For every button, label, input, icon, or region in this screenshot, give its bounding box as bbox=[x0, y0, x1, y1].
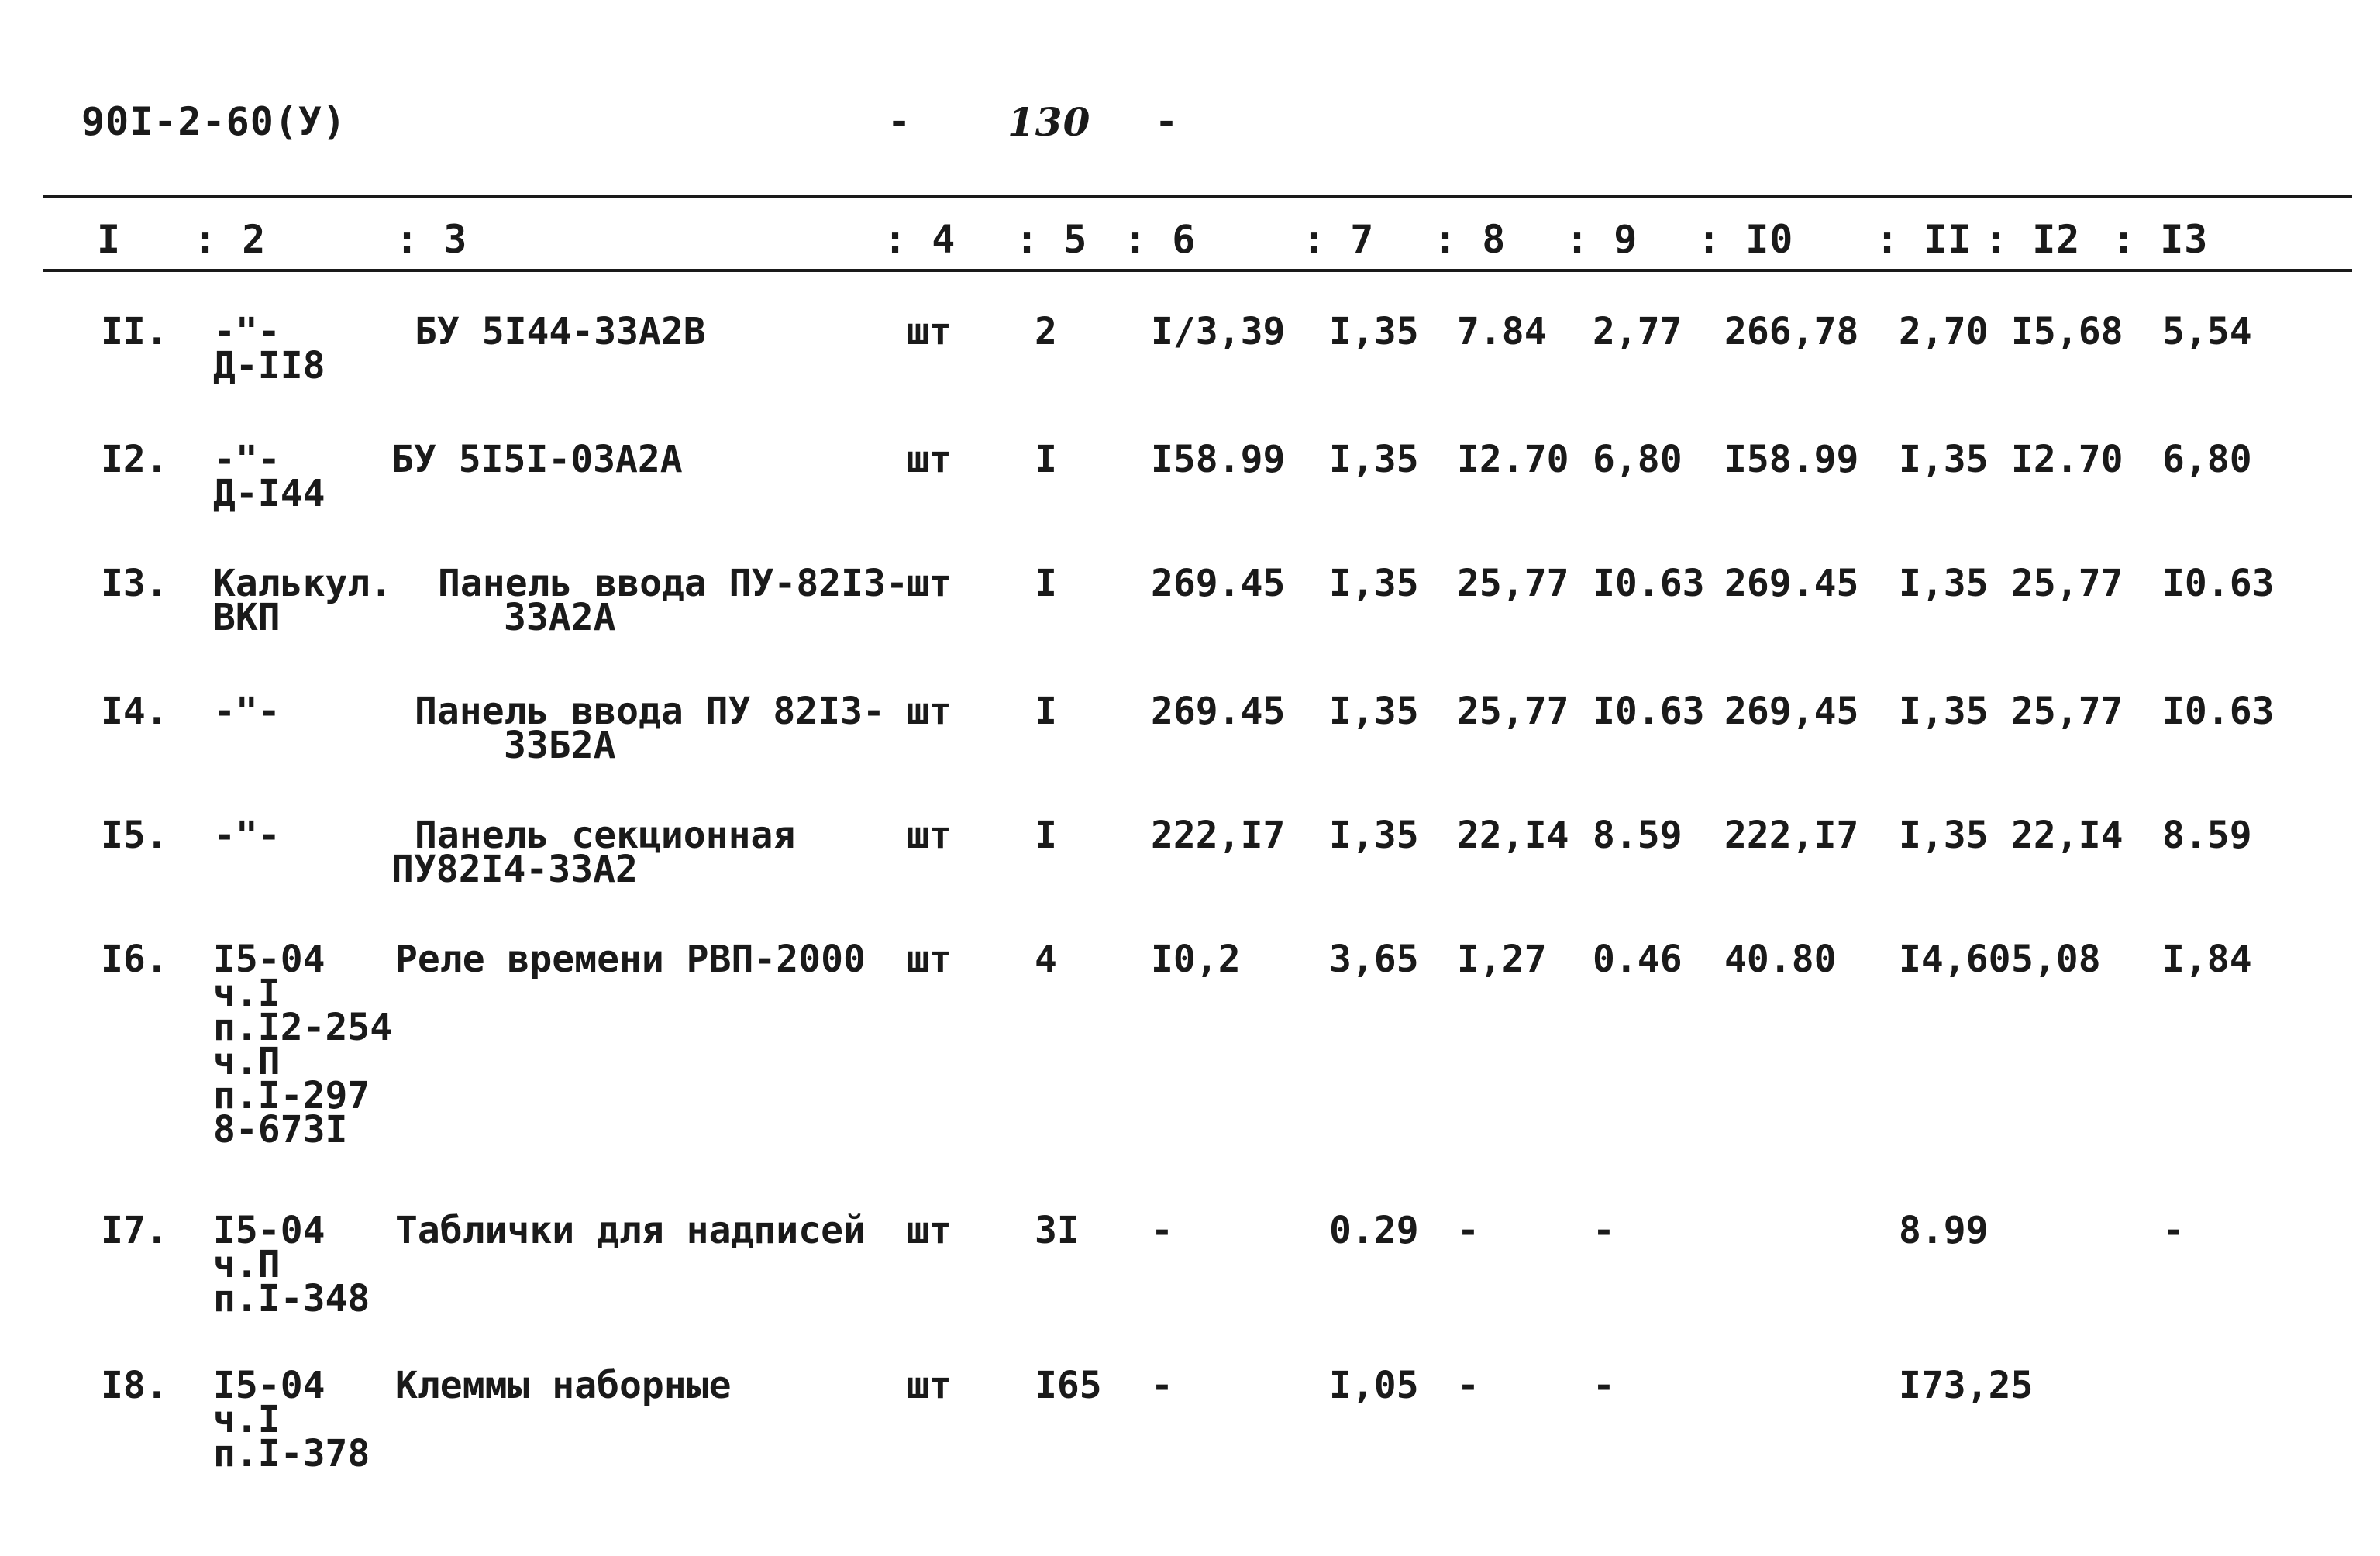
row-number: I6. bbox=[101, 938, 168, 981]
column-header-12: : I2 bbox=[1984, 217, 2081, 262]
row-value-c6: - bbox=[1151, 1209, 1173, 1252]
row-name-line: Реле времени РВП-2000 bbox=[395, 938, 866, 981]
page-dash-right: - bbox=[1155, 99, 1180, 144]
row-code-line: -"- bbox=[213, 310, 281, 353]
row-number: I3. bbox=[101, 562, 168, 605]
row-value-c9: 6,80 bbox=[1593, 438, 1683, 481]
row-value-c9: 2,77 bbox=[1593, 310, 1683, 353]
row-value-c13: 5,54 bbox=[2162, 310, 2252, 353]
column-header-6: : 6 bbox=[1124, 217, 1197, 262]
row-value-c7: 3,65 bbox=[1329, 938, 1419, 981]
row-code-line: ч.П bbox=[213, 1243, 281, 1286]
row-code-line: ч.I bbox=[213, 972, 281, 1015]
row-name-line: БУ 5I5I-03А2А bbox=[391, 438, 683, 481]
row-value-c7: I,35 bbox=[1329, 690, 1419, 733]
row-name-line: 33Б2А bbox=[504, 724, 616, 767]
row-number: I5. bbox=[101, 814, 168, 857]
row-value-c7: I,35 bbox=[1329, 814, 1419, 857]
row-value-c10: I58.99 bbox=[1724, 438, 1859, 481]
row-unit: шт bbox=[907, 438, 952, 481]
row-quantity: 4 bbox=[1035, 938, 1057, 981]
column-header-5: : 5 bbox=[1015, 217, 1088, 262]
row-unit: шт bbox=[907, 814, 952, 857]
row-code-line: Д-I44 bbox=[213, 472, 325, 515]
row-code-line: п.I-348 bbox=[213, 1277, 370, 1320]
row-code-line: ч.I bbox=[213, 1398, 281, 1441]
row-value-c13: I0.63 bbox=[2162, 562, 2275, 605]
row-value-c13: 8.59 bbox=[2162, 814, 2252, 857]
row-name-line: Таблички для надписей bbox=[395, 1209, 866, 1252]
row-value-c11: 2,70 bbox=[1899, 310, 1989, 353]
row-value-c10: 266,78 bbox=[1724, 310, 1859, 353]
row-value-c7: 0.29 bbox=[1329, 1209, 1419, 1252]
row-name-line: Панель ввода ПУ 82I3- bbox=[415, 690, 885, 733]
row-value-c8: I2.70 bbox=[1457, 438, 1569, 481]
column-header-9: : 9 bbox=[1565, 217, 1638, 262]
row-code-line: 8-673I bbox=[213, 1108, 348, 1152]
row-value-c9: - bbox=[1593, 1364, 1615, 1407]
row-value-c10: 222,I7 bbox=[1724, 814, 1859, 857]
row-value-c10: 40.80 bbox=[1724, 938, 1837, 981]
row-code-line: I5-04 bbox=[213, 938, 325, 981]
column-header-8: : 8 bbox=[1434, 217, 1507, 262]
row-quantity: I bbox=[1035, 562, 1057, 605]
row-number: II. bbox=[101, 310, 168, 353]
row-quantity: I65 bbox=[1035, 1364, 1102, 1407]
row-value-c11: I,35 bbox=[1899, 814, 1989, 857]
row-value-c8: - bbox=[1457, 1209, 1479, 1252]
row-value-c12: I2.70 bbox=[2011, 438, 2123, 481]
row-unit: шт bbox=[907, 1364, 952, 1407]
column-header-2: : 2 bbox=[194, 217, 267, 262]
row-code-line: ВКП bbox=[213, 596, 281, 639]
row-value-c13: - bbox=[2162, 1209, 2185, 1252]
row-quantity: 3I bbox=[1035, 1209, 1080, 1252]
row-value-c8: - bbox=[1457, 1364, 1479, 1407]
row-code-line: п.I-378 bbox=[213, 1432, 370, 1475]
row-value-c12: 25,77 bbox=[2011, 690, 2123, 733]
table-header-bottom-rule bbox=[43, 269, 2352, 272]
row-quantity: I bbox=[1035, 690, 1057, 733]
row-code-line: I5-04 bbox=[213, 1364, 325, 1407]
row-code-line: -"- bbox=[213, 438, 281, 481]
column-header-11: : II bbox=[1875, 217, 1972, 262]
row-unit: шт bbox=[907, 938, 952, 981]
row-value-c8: I,27 bbox=[1457, 938, 1547, 981]
row-value-c11: I,35 bbox=[1899, 690, 1989, 733]
row-value-c9: I0.63 bbox=[1593, 690, 1705, 733]
row-value-c12: 5,08 bbox=[2011, 938, 2101, 981]
row-value-c8: 7.84 bbox=[1457, 310, 1547, 353]
row-unit: шт bbox=[907, 310, 952, 353]
row-code-line: п.I2-254 bbox=[213, 1006, 393, 1049]
row-name-line: Панель ввода ПУ-82I3- bbox=[438, 562, 908, 605]
column-header-4: : 4 bbox=[883, 217, 956, 262]
row-value-c11: I73,25 bbox=[1899, 1364, 2034, 1407]
row-value-c12: 22,I4 bbox=[2011, 814, 2123, 857]
row-value-c7: I,05 bbox=[1329, 1364, 1419, 1407]
row-value-c7: I,35 bbox=[1329, 562, 1419, 605]
row-unit: шт bbox=[907, 690, 952, 733]
row-code-line: Д-II8 bbox=[213, 344, 325, 387]
row-value-c6: 269.45 bbox=[1151, 562, 1286, 605]
row-value-c13: I0.63 bbox=[2162, 690, 2275, 733]
column-header-7: : 7 bbox=[1302, 217, 1375, 262]
row-value-c13: 6,80 bbox=[2162, 438, 2252, 481]
page-dash-left: - bbox=[887, 99, 912, 144]
column-header-1: I bbox=[97, 217, 122, 262]
document-code: 90I-2-60(У) bbox=[81, 99, 347, 144]
row-value-c12: 25,77 bbox=[2011, 562, 2123, 605]
row-value-c11: I4,60 bbox=[1899, 938, 2011, 981]
row-unit: шт bbox=[907, 562, 952, 605]
row-code-line: п.I-297 bbox=[213, 1074, 370, 1117]
row-value-c8: 22,I4 bbox=[1457, 814, 1569, 857]
row-number: I7. bbox=[101, 1209, 168, 1252]
row-code-line: Калькул. bbox=[213, 562, 393, 605]
row-code-line: -"- bbox=[213, 690, 281, 733]
row-number: I4. bbox=[101, 690, 168, 733]
column-header-13: : I3 bbox=[2112, 217, 2209, 262]
row-name-line: Клеммы наборные bbox=[395, 1364, 732, 1407]
row-value-c7: I,35 bbox=[1329, 438, 1419, 481]
row-code-line: -"- bbox=[213, 814, 281, 857]
row-quantity: I bbox=[1035, 814, 1057, 857]
row-value-c9: I0.63 bbox=[1593, 562, 1705, 605]
row-name-line: 33А2А bbox=[504, 596, 616, 639]
row-quantity: I bbox=[1035, 438, 1057, 481]
page-number: 130 bbox=[1007, 99, 1091, 145]
row-name-line: БУ 5I44-33А2В bbox=[415, 310, 706, 353]
row-number: I8. bbox=[101, 1364, 168, 1407]
row-value-c12: I5,68 bbox=[2011, 310, 2123, 353]
row-number: I2. bbox=[101, 438, 168, 481]
row-value-c6: - bbox=[1151, 1364, 1173, 1407]
row-value-c9: 8.59 bbox=[1593, 814, 1683, 857]
row-value-c9: - bbox=[1593, 1209, 1615, 1252]
row-value-c6: I58.99 bbox=[1151, 438, 1286, 481]
row-value-c6: 269.45 bbox=[1151, 690, 1286, 733]
column-header-10: : I0 bbox=[1697, 217, 1794, 262]
row-value-c10: 269,45 bbox=[1724, 690, 1859, 733]
row-value-c11: I,35 bbox=[1899, 438, 1989, 481]
row-value-c9: 0.46 bbox=[1593, 938, 1683, 981]
row-unit: шт bbox=[907, 1209, 952, 1252]
table-top-rule bbox=[43, 195, 2352, 198]
row-value-c13: I,84 bbox=[2162, 938, 2252, 981]
row-value-c10: 269.45 bbox=[1724, 562, 1859, 605]
row-value-c6: I0,2 bbox=[1151, 938, 1241, 981]
row-quantity: 2 bbox=[1035, 310, 1057, 353]
row-value-c6: 222,I7 bbox=[1151, 814, 1286, 857]
column-header-3: : 3 bbox=[395, 217, 468, 262]
row-code-line: I5-04 bbox=[213, 1209, 325, 1252]
row-name-line: ПУ82I4-33А2 bbox=[391, 848, 638, 891]
row-value-c11: I,35 bbox=[1899, 562, 1989, 605]
row-code-line: ч.П bbox=[213, 1040, 281, 1083]
row-value-c7: I,35 bbox=[1329, 310, 1419, 353]
row-value-c8: 25,77 bbox=[1457, 562, 1569, 605]
row-value-c6: I/3,39 bbox=[1151, 310, 1286, 353]
row-value-c11: 8.99 bbox=[1899, 1209, 1989, 1252]
row-value-c8: 25,77 bbox=[1457, 690, 1569, 733]
row-name-line: Панель секционная bbox=[415, 814, 796, 857]
